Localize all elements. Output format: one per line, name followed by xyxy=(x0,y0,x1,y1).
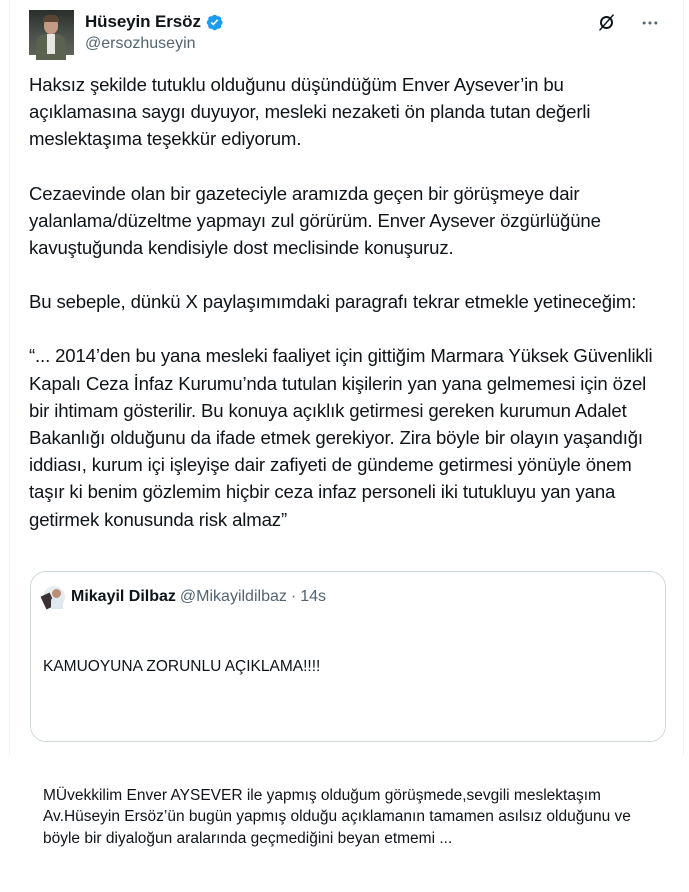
avatar-shape xyxy=(51,597,63,609)
quoted-tweet-title: KAMUOYUNA ZORUNLU AÇIKLAMA!!!! xyxy=(43,658,321,675)
tweet-text xyxy=(29,71,669,533)
author-name-row xyxy=(85,12,224,32)
author-display-name[interactable]: Hüseyin Ersöz xyxy=(85,12,201,31)
meta-separator: · xyxy=(290,588,297,605)
tweet-paragraph: Haksız şekilde tutuklu olduğunu düşündüğüm Enver Aysever’in bu açıklamasına saygı duyuyor, mesleki nezaketi ön planda tutan değerli meslektaşıma teşekkür ediyorum. xyxy=(29,74,596,150)
quoted-tweet-time: 14s xyxy=(300,588,326,605)
tweet-paragraph-quote: “... 2014’den bu yana mesleki faaliyet için gittiğim Marmara Yüksek Güvenlikli Kapalı Ceza İnfaz Kurumu’nda tutulan kişilerin yan yana gelmemesi için özel bir ihtimam gösterilir. Bu konuya açıklık getirmesi gereken kurumun Adalet Bakanlığı olduğunu da ifade etmek gerekiyor. Zira böyle bir olayın yaşandığı iddiası, kurum içi işleyişe dair zafiyeti de gündeme getirmesi yönüyle önem taşır ki benim gözlemim hiçbir ceza infaz personeli iki tutukluyu yan yana getirmek konusunda risk almaz” xyxy=(29,345,658,530)
tweet-paragraph: Bu sebeple, dünkü X paylaşımımdaki paragrafı tekrar etmekle yetineceğim: xyxy=(29,291,637,313)
tweet-header xyxy=(29,10,669,58)
avatar-figure-hair xyxy=(43,15,59,22)
timeline-column xyxy=(9,0,684,847)
author-handle[interactable]: @ersozhuseyin xyxy=(85,35,196,52)
quoted-author-name: Mikayil Dilbaz xyxy=(71,588,176,605)
quoted-tweet-header xyxy=(43,586,653,608)
quoted-tweet-card[interactable] xyxy=(30,571,666,847)
quoted-tweet-text xyxy=(43,613,653,892)
quoted-tweet-body: MÜvekkilim Enver AYSEVER ile yapmış olduğum görüşmede,sevgili meslektaşım Av.Hüseyin Ersöz’ün bugün yapmış olduğu açıklamanın tamamen asılsız olduğunu ve böyle bir diyaloğun aralarında geçmediğini beyan etmemi ... xyxy=(43,786,636,847)
tweet-header-actions xyxy=(595,14,661,36)
quoted-author-avatar xyxy=(43,586,65,608)
quoted-author-handle: @Mikayildilbaz xyxy=(179,588,287,605)
more-options-button[interactable] xyxy=(639,14,661,36)
avatar-shape xyxy=(52,589,61,598)
tweet-paragraph: Cezaevinde olan bir gazeteciyle aramızda geçen bir görüşmeye dair yalanlama/düzeltme yapmayı zul görürüm. Enver Aysever özgürlüğüne kavuştuğunda kendisiyle dost meclisinde konuşuruz. xyxy=(29,182,606,259)
grok-button[interactable] xyxy=(595,14,617,36)
more-horizontal-icon xyxy=(640,13,660,38)
grok-slash-icon xyxy=(596,12,617,38)
avatar-figure-shirt xyxy=(47,34,55,54)
author-avatar[interactable] xyxy=(29,10,74,55)
paragraph-spacer xyxy=(43,721,653,742)
verified-badge-icon[interactable] xyxy=(205,13,224,32)
